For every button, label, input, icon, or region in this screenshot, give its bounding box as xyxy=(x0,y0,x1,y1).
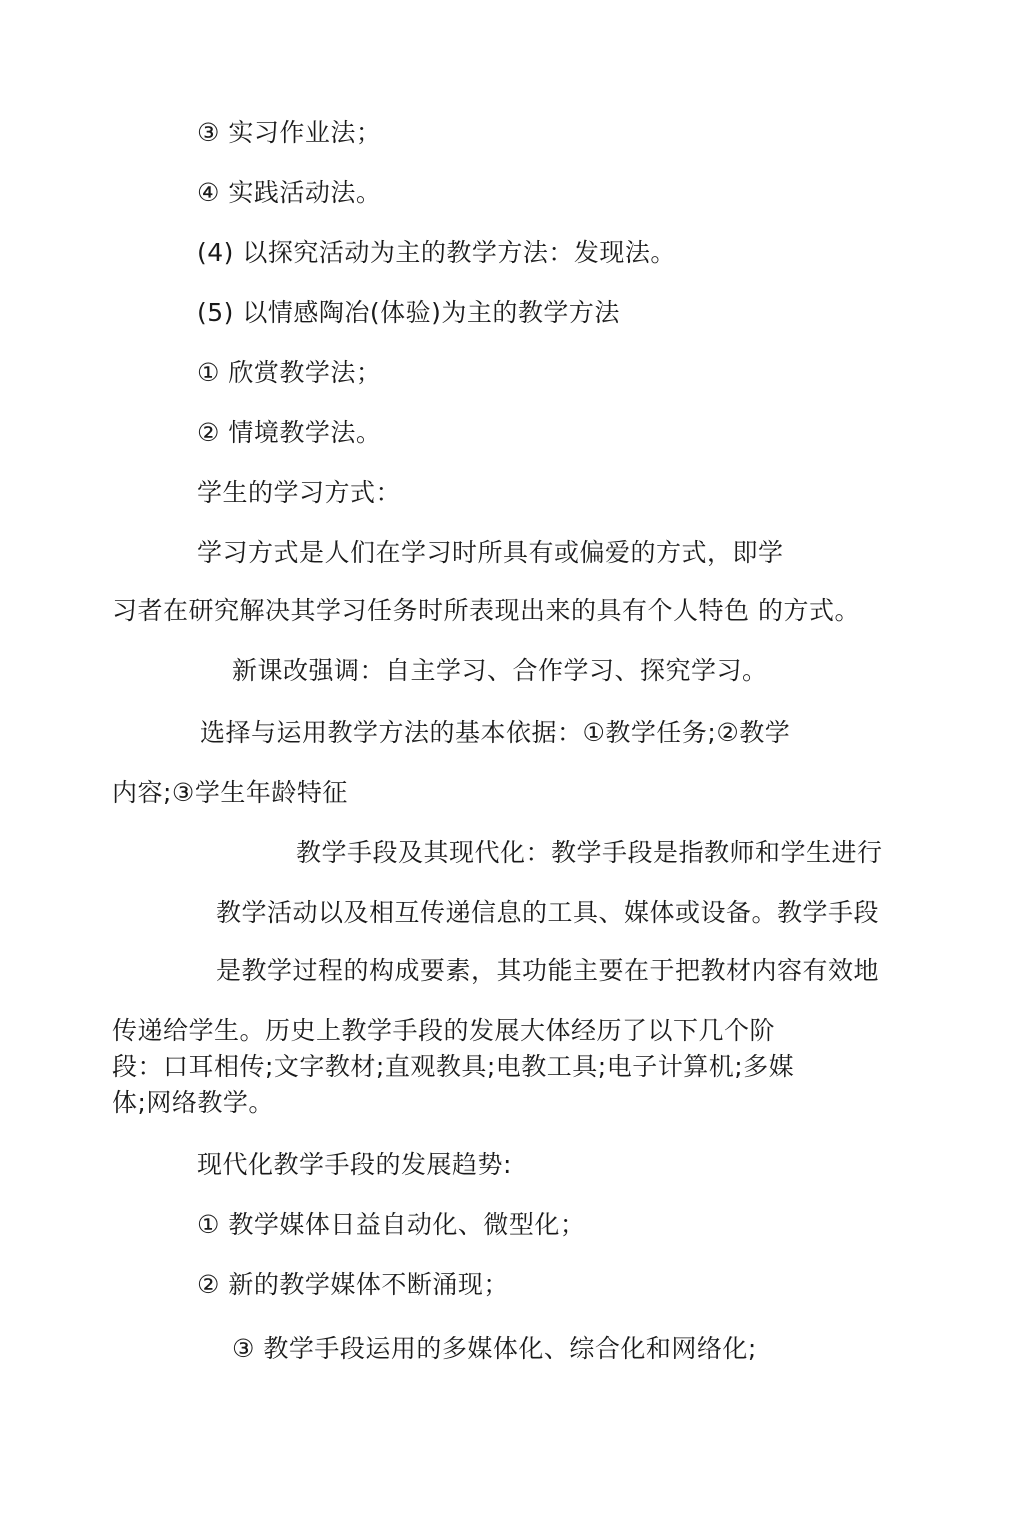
subheading-trends: 现代化教学手段的发展趋势: xyxy=(197,1150,512,1179)
paragraph-learning-style-line-1: 学习方式是人们在学习时所具有或偏爱的方式，即学 xyxy=(197,538,784,567)
list-item-practice-homework: ③ 实习作业法； xyxy=(197,118,382,147)
paragraph-new-curriculum: 新课改强调：自主学习、合作学习、探究学习。 xyxy=(232,656,768,685)
list-item-practice-activity: ④ 实践活动法。 xyxy=(197,178,382,207)
list-item-trend-3: ③ 教学手段运用的多媒体化、综合化和网络化; xyxy=(232,1334,757,1363)
paragraph-teaching-means-line-2: 教学活动以及相互传递信息的工具、媒体或设备。教学手段 xyxy=(216,898,880,927)
section-heading-5: (5) 以情感陶冶(体验)为主的教学方法 xyxy=(197,298,620,327)
list-item-appreciation: ① 欣赏教学法； xyxy=(197,358,382,387)
paragraph-teaching-means-line-4: 传递给学生。历史上教学手段的发展大体经历了以下几个阶 xyxy=(112,1016,776,1045)
paragraph-method-basis-line-2: 内容;③学生年龄特征 xyxy=(112,778,348,807)
list-item-situation: ② 情境教学法。 xyxy=(197,418,382,447)
section-heading-4: (4) 以探究活动为主的教学方法：发现法。 xyxy=(197,238,676,267)
list-item-trend-1: ① 教学媒体日益自动化、微型化； xyxy=(197,1210,586,1239)
paragraph-teaching-means-line-5: 段：口耳相传;文字教材;直观教具;电教工具;电子计算机;多媒 xyxy=(112,1052,795,1081)
paragraph-teaching-means-line-6: 体;网络教学。 xyxy=(112,1088,274,1117)
paragraph-learning-style-line-2: 习者在研究解决其学习任务时所表现出来的具有个人特色 的方式。 xyxy=(112,596,860,625)
list-item-trend-2: ② 新的教学媒体不断涌现； xyxy=(197,1270,509,1299)
subheading-learning-style: 学生的学习方式： xyxy=(197,478,402,507)
paragraph-method-basis-line-1: 选择与运用教学方法的基本依据：①教学任务;②教学 xyxy=(200,718,791,747)
paragraph-teaching-means-line-1: 教学手段及其现代化：教学手段是指教师和学生进行 xyxy=(296,838,883,867)
paragraph-teaching-means-line-3: 是教学过程的构成要素，其功能主要在于把教材内容有效地 xyxy=(216,956,880,985)
